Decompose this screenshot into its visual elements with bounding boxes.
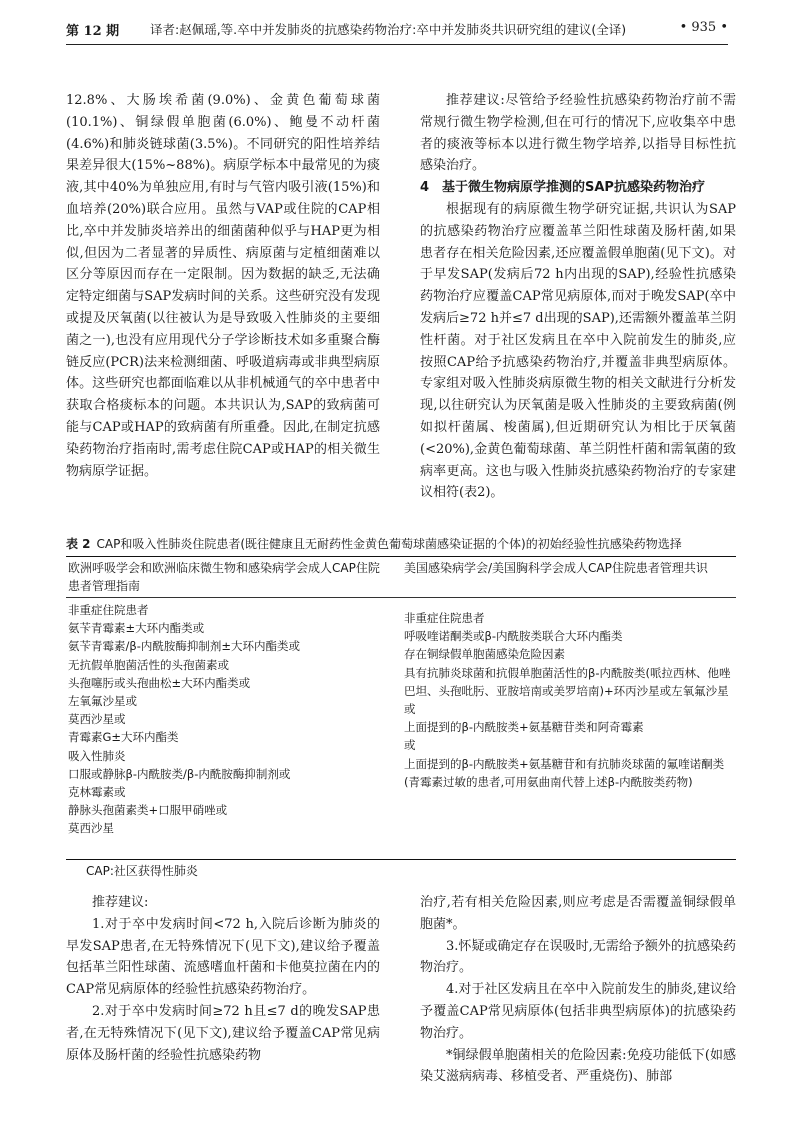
body-paragraph: 根据现有的病原微生物学研究证据,共识认为SAP的抗感染药物治疗应覆盖革兰阳性球菌及肠杆菌,如果患者存在相关危险因素,还应覆盖假单胞菌(见下文)。对于早发SAP(发病后72 h内出现的SAP),经验性抗感染药物治疗应覆盖CAP常见病原体,而对于晚发SAP(卒中发病后≥72 h并≤7 d出现的SAP),还需额外覆盖革兰阴性杆菌。对于社区发病且在卒中入院前发生的肺炎,应按照CAP给予抗感染药物治疗,并覆盖非典型病原体。专家组对吸入性肺炎病原微生物的相关文献进行分析发现,以往研究认为厌氧菌是吸入性肺炎的主要致病菌(例如拟杆菌属、梭菌属),但近期研究认为相比于厌氧菌(<20%),金黄色葡萄球菌、革兰阴性杆菌和需氧菌的致病率更高。这也与吸入性肺炎抗感染药物治疗的专家建议相符(表2)。 <box>420 201 736 501</box>
table-row: 无抗假单胞菌活性的头孢菌素或 <box>68 657 229 672</box>
body-paragraph: 12.8%、大肠埃希菌(9.0%)、金黄色葡萄球菌(10.1%)、铜绿假单胞菌(6.0%)、鲍曼不动杆菌(4.6%)和肺炎链球菌(3.5%)。不同研究的阳性培养结果差异很大(15%~88%)。病原学标本中最常见的为痰液,其中40%为单独应用,有时与气管内吸引液(15%)和血培养(20%)联合应用。虽然与VAP或住院的CAP相比,卒中并发肺炎培养出的细菌菌种似乎与HAP更为相似,但因为二者显著的异质性、病原菌与定植细菌难以区分等原因而存在一定限制。因为数据的缺乏,无法确定特定细菌与SAP发病时间的关系。这些研究没有发现或提及厌氧菌(以往被认为是导致吸入性肺炎的主要细菌之一),也没有应用现代分子学诊断技术如多重聚合酶链反应(PCR)法来检测细菌、呼吸道病毒或非典型病原体。这些研究也都面临难以从非机械通气的卒中患者中获取合格痰标本的问题。本共识认为,SAP的致病菌可能与CAP或HAP的致病菌有所重叠。因此,在制定抗感染药物治疗指南时,需考虑住院CAP或HAP的相关微生物病原学证据。 <box>66 93 380 479</box>
table-header-right: 美国感染病学会/美国胸科学会成人CAP住院患者管理共识 <box>404 561 708 575</box>
table-caption <box>66 535 736 552</box>
table-row: 非重症住院患者 <box>404 611 485 625</box>
section-title: 基于微生物病原学推测的SAP抗感染药物治疗 <box>442 180 705 196</box>
table-row: 呼吸喹诺酮类或β-内酰胺类联合大环内酯类 <box>404 629 623 644</box>
table-row: 氨苄青霉素/β-内酰胺酶抑制剂±大环内酯类或 <box>68 639 300 654</box>
table-row: 或 <box>404 738 416 753</box>
table-row: 存在铜绿假单胞菌感染危险因素 <box>404 647 565 662</box>
table-footnote: CAP:社区获得性肺炎 <box>86 864 198 878</box>
recommendation-item: 4.对于社区发病且在卒中入院前发生的肺炎,建议给予覆盖CAP常见病原体(包括非典型病原体)的抗感染药物治疗。 <box>420 982 736 1041</box>
right-column-bottom <box>420 892 736 1088</box>
table-row: 静脉头孢菌素类+口服甲硝唑或 <box>68 803 228 818</box>
issue-number: 第 12 期 <box>66 24 120 39</box>
recommendation-paragraph: 推荐建议:尽管给予经验性抗感染药物治疗前不需常规行微生物学检测,但在可行的情况下,应收集卒中患者的痰液等标本以进行微生物学培养,以指导目标性抗感染治疗。 <box>420 93 736 174</box>
table-row: 或 <box>404 702 416 717</box>
table-row: 莫西沙星 <box>68 821 114 836</box>
table-label: 表 2 <box>66 537 91 551</box>
table-cell-right <box>404 609 734 791</box>
recommendation-item: 2.对于卒中发病时间≥72 h且≤7 d的晚发SAP患者,在无特殊情况下(见下文),建议给予覆盖CAP常见病原体及肠杆菌的经验性抗感染药物 <box>66 1003 380 1063</box>
section-heading <box>420 177 736 199</box>
table-cell-left <box>68 601 388 838</box>
table-header-left: 欧洲呼吸学会和欧洲临床微生物和感染病学会成人CAP住院患者管理指南 <box>68 561 380 593</box>
table-row: 上面提到的β-内酰胺类+氨基糖苷类和阿奇霉素 <box>404 720 644 735</box>
table-row: 具有抗肺炎球菌和抗假单胞菌活性的β-内酰胺类(哌拉西林、他唑巴坦、头孢吡肟、亚胺培南或美罗培南)+环丙沙星或左氧氟沙星 <box>404 665 731 698</box>
recommendation-heading: 推荐建议: <box>92 895 149 910</box>
table-row: 青霉素G±大环内酯类 <box>68 730 179 745</box>
page-number: • 935 • <box>679 20 728 35</box>
table-row: 头孢噻肟或头孢曲松±大环内酯类或 <box>68 675 251 690</box>
running-title: 译者:赵佩瑶,等.卒中并发肺炎的抗感染药物治疗:卒中并发肺炎共识研究组的建议(全译) <box>150 22 627 37</box>
footnote-risk-factors: *铜绿假单胞菌相关的危险因素:免疫功能低下(如感染艾滋病病毒、移植受者、严重烧伤)、肺部 <box>420 1047 736 1085</box>
left-column-top <box>66 90 380 482</box>
table-row: 氨苄青霉素±大环内酯类或 <box>68 621 205 636</box>
table-row: 吸入性肺炎 <box>68 748 126 763</box>
table-row: 左氧氟沙星或 <box>68 694 137 709</box>
antibiotic-table <box>66 556 736 860</box>
recommendation-item: 3.怀疑或确定存在误吸时,无需给予额外的抗感染药物治疗。 <box>420 938 736 976</box>
table-header <box>66 557 736 598</box>
right-column-top <box>420 90 736 504</box>
table-caption-text: CAP和吸入性肺炎住院患者(既往健康且无耐药性金黄色葡萄球菌感染证据的个体)的初始经验性抗感染药物选择 <box>96 537 682 551</box>
section-number: 4 <box>420 180 430 196</box>
table-row: 非重症住院患者 <box>68 603 149 617</box>
running-header <box>66 14 728 45</box>
table-row: 口服或静脉β-内酰胺类/β-内酰胺酶抑制剂或 <box>68 766 291 781</box>
table-row: 莫西沙星或 <box>68 712 126 727</box>
recommendation-continued: 治疗,若有相关危险因素,则应考虑是否需覆盖铜绿假单胞菌*。 <box>420 895 736 932</box>
recommendation-item: 1.对于卒中发病时间<72 h,入院后诊断为肺炎的早发SAP患者,在无特殊情况下(见下文),建议给予覆盖包括革兰阳性球菌、流感嗜血杆菌和卡他莫拉菌在内的CAP常见病原体的经验性抗感染药物治疗。 <box>66 916 380 998</box>
table-row: 克林霉素或 <box>68 785 126 800</box>
left-column-bottom <box>66 892 380 1066</box>
table-row: 上面提到的β-内酰胺类+氨基糖苷和有抗肺炎球菌的氟喹诺酮类(青霉素过敏的患者,可用氨曲南代替上述β-内酰胺类药物) <box>404 756 725 789</box>
